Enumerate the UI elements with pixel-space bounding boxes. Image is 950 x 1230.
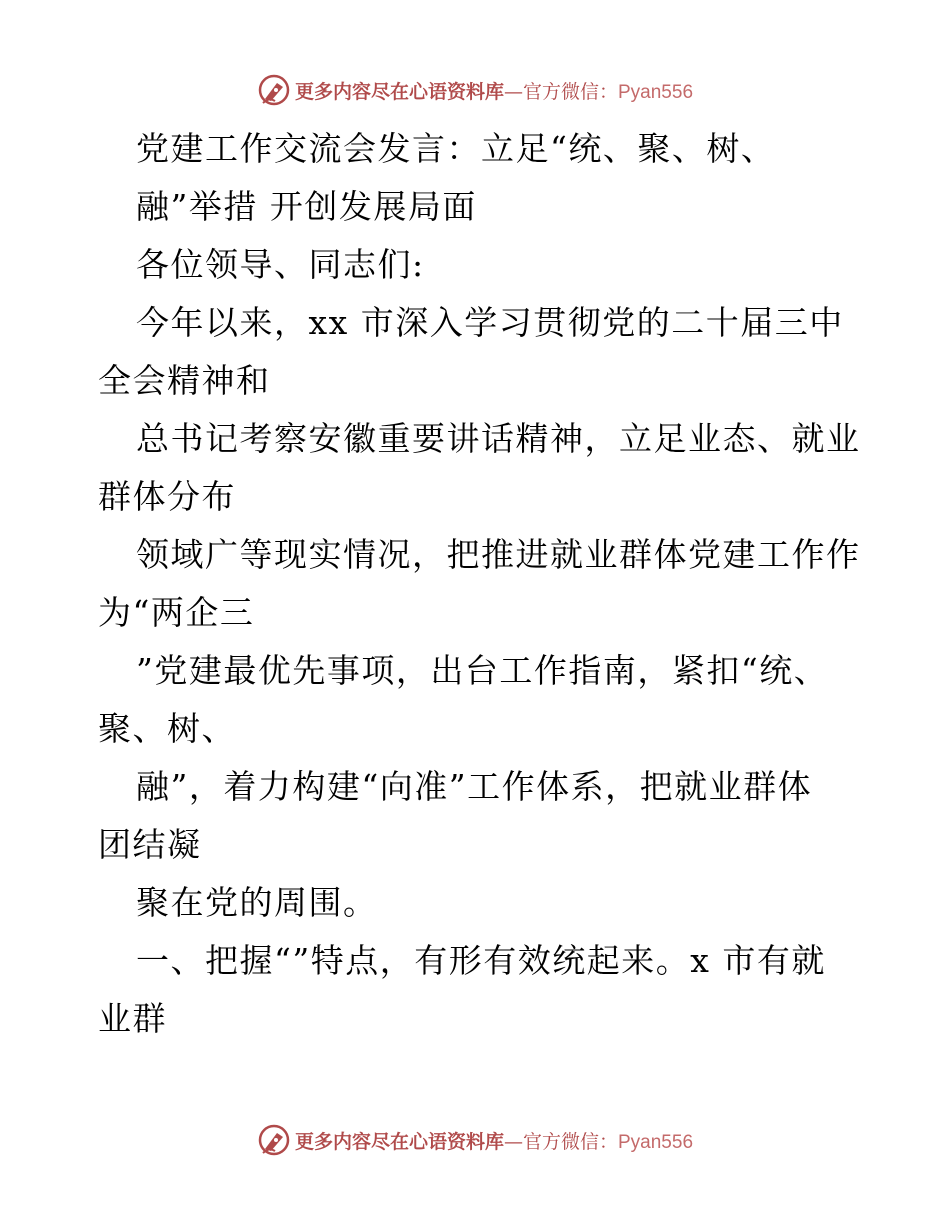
watermark-wechat-id: Pyan556 <box>618 1131 694 1153</box>
watermark-main-text: 更多内容尽在心语资料库 <box>294 1130 504 1153</box>
paragraph-line: 业群 <box>98 999 167 1038</box>
pen-nib-logo-icon <box>257 73 291 107</box>
paragraph-line: 全会精神和 <box>98 361 271 400</box>
document-title-line-1: 党建工作交流会发言：立足“统、聚、树、 <box>136 129 776 168</box>
watermark-dash: — <box>503 80 523 103</box>
document-title-line-2: 融”举措 开创发展局面 <box>136 187 477 226</box>
watermark-text <box>295 1127 693 1154</box>
document-body <box>98 120 861 1048</box>
watermark-wechat-label: 官方微信： <box>522 80 618 103</box>
paragraph-line: 领域广等现实情况，把推进就业群体党建工作作 <box>136 535 861 574</box>
pen-nib-logo-icon <box>257 1123 291 1157</box>
paragraph-line: ”党建最优先事项，出台工作指南，紧扣“统、 <box>136 651 829 690</box>
watermark-main-text: 更多内容尽在心语资料库 <box>294 80 504 103</box>
watermark-text <box>295 77 693 104</box>
paragraph-lines <box>98 294 861 1048</box>
watermark-wechat-id: Pyan556 <box>618 81 694 103</box>
paragraph-line: 群体分布 <box>98 477 236 516</box>
watermark-dash: — <box>503 1130 523 1153</box>
salutation: 各位领导、同志们: <box>136 245 425 284</box>
header-watermark-banner <box>0 70 950 110</box>
paragraph-line: 一、把握“”特点，有形有效统起来。x 市有就 <box>136 941 826 980</box>
paragraph-line: 为“两企三 <box>98 593 255 632</box>
paragraph-line: 聚、树、 <box>98 709 236 748</box>
paragraph-line: 团结凝 <box>98 825 202 864</box>
paragraph-line: 总书记考察安徽重要讲话精神，立足业态、就业 <box>136 419 861 458</box>
paragraph-line: 融”，着力构建“向准”工作体系，把就业群体 <box>136 767 813 806</box>
footer-watermark-banner <box>0 1120 950 1160</box>
watermark-wechat-label: 官方微信： <box>522 1130 618 1153</box>
paragraph-line: 聚在党的周围。 <box>136 883 378 922</box>
paragraph-line: 今年以来，xx 市深入学习贯彻党的二十届三中 <box>136 303 844 342</box>
